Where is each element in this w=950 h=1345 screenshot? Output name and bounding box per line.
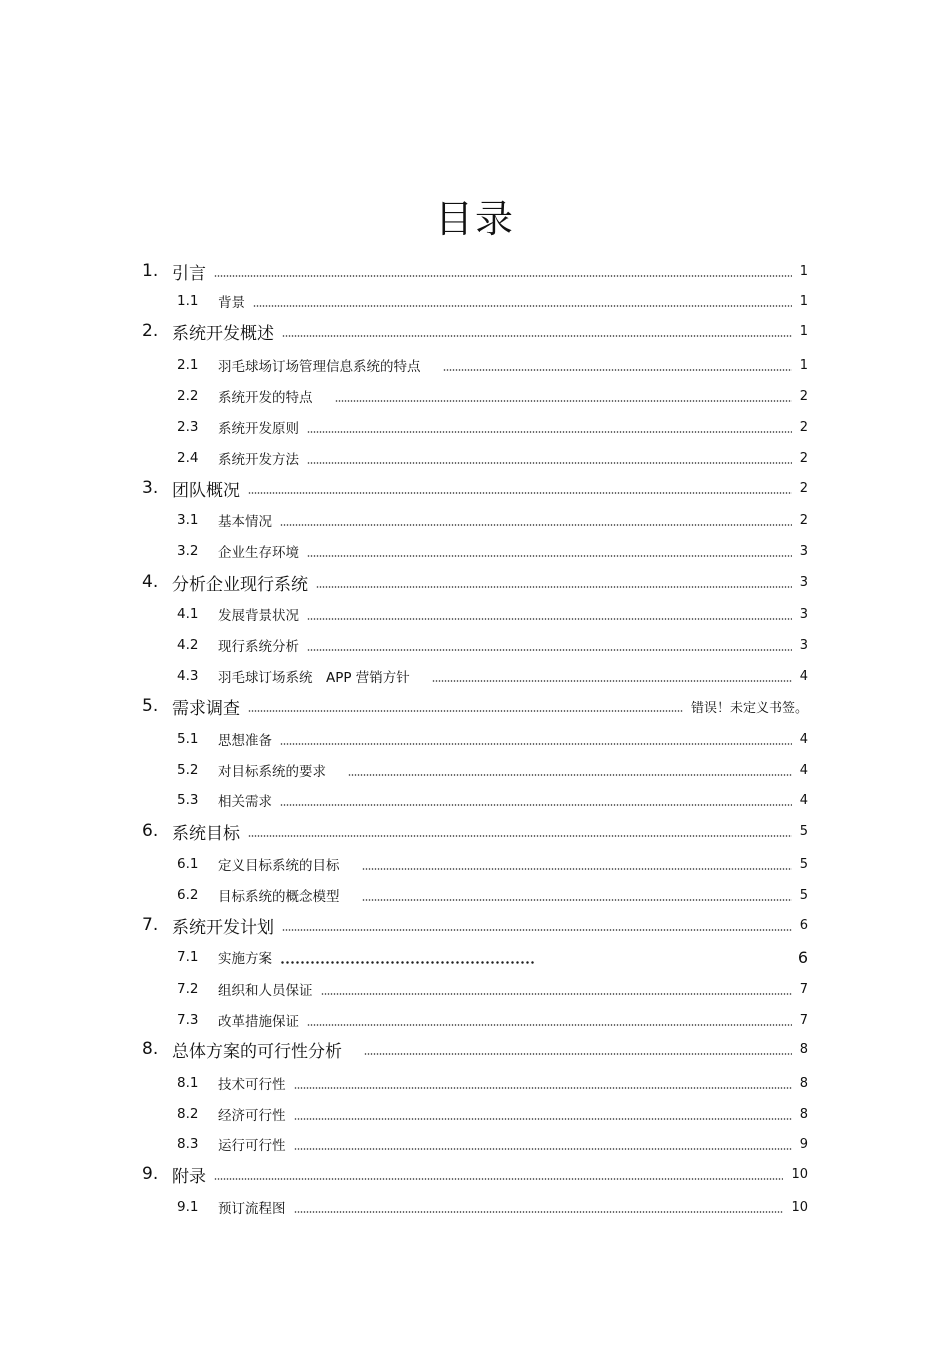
toc-entry-label: 发展背景状况 <box>218 608 299 624</box>
toc-entry-page: 1 <box>799 293 808 309</box>
toc-entry[interactable] <box>177 759 808 781</box>
toc-entry-label: 系统开发方法 <box>218 452 299 468</box>
toc-entry-page: 4 <box>799 792 808 808</box>
toc-entry-page: 9 <box>799 1136 808 1152</box>
toc-entry-page: 2 <box>799 450 808 466</box>
toc-entry-page: 8 <box>799 1041 808 1057</box>
toc-entry-number: 5.3 <box>177 792 199 808</box>
toc-entry-page: 1 <box>799 357 808 373</box>
toc-entry-page: 6 <box>797 947 808 967</box>
toc-entry-label: 定义目标系统的目标 <box>218 858 340 874</box>
toc-entry-number: 3.2 <box>177 543 199 559</box>
toc-entry-page: 5 <box>799 856 808 872</box>
toc-entry[interactable] <box>142 477 808 499</box>
dot-leader <box>335 400 792 402</box>
toc-entry-label: 改革措施保证 <box>218 1014 299 1030</box>
toc-entry-number: 9. <box>142 1164 159 1184</box>
dot-leader <box>214 1178 783 1180</box>
toc-entry-number: 3.1 <box>177 512 199 528</box>
dot-leader <box>364 1053 792 1055</box>
dot-leader <box>214 275 792 277</box>
dot-leader <box>282 335 792 337</box>
toc-entry-page: 8 <box>799 1106 808 1122</box>
toc-entry-label: 引言 <box>172 263 206 284</box>
toc-entry-number: 7.3 <box>177 1012 199 1028</box>
toc-entry-label: 实施方案 <box>218 951 272 967</box>
toc-entry-number: 3. <box>142 478 159 498</box>
dot-leader <box>280 961 535 964</box>
toc-entry[interactable] <box>177 603 808 625</box>
toc-entry-label: 现行系统分析 <box>218 639 299 655</box>
toc-entry-label: 总体方案的可行性分析 <box>172 1041 342 1062</box>
toc-entry-label: 羽毛球订场系统 APP 营销方针 <box>218 670 410 686</box>
dot-leader <box>307 649 792 651</box>
toc-entry-label: 企业生存环境 <box>218 545 299 561</box>
toc-entry-page: 1 <box>799 263 808 279</box>
toc-entry-number: 2. <box>142 321 159 341</box>
toc-entry[interactable] <box>177 853 808 875</box>
toc-entry[interactable] <box>177 290 808 312</box>
toc-entry-number: 4.2 <box>177 637 199 653</box>
dot-leader <box>282 929 792 931</box>
toc-entry-label: 运行可行性 <box>218 1138 286 1154</box>
toc-entry[interactable] <box>142 695 808 717</box>
dot-leader <box>280 524 792 526</box>
toc-entry-number: 7.1 <box>177 949 199 965</box>
dot-leader <box>294 1118 792 1120</box>
toc-entry-page: 2 <box>799 480 808 496</box>
toc-entry-page: 4 <box>799 731 808 747</box>
toc-entry-page: 2 <box>799 388 808 404</box>
toc-entry[interactable] <box>142 914 808 936</box>
toc-entry[interactable] <box>177 946 808 968</box>
toc-entry-number: 6.2 <box>177 887 199 903</box>
toc-entry[interactable] <box>177 1009 808 1031</box>
toc-entry[interactable] <box>177 634 808 656</box>
dot-leader <box>248 710 683 712</box>
dot-leader <box>307 431 792 433</box>
toc-entry-page: 3 <box>799 574 808 590</box>
toc-entry-label: 经济可行性 <box>218 1108 286 1124</box>
toc-entry[interactable] <box>177 728 808 750</box>
toc-entry-label: 相关需求 <box>218 794 272 810</box>
toc-entry-page: 10 <box>791 1199 808 1215</box>
toc-entry[interactable] <box>177 540 808 562</box>
toc-entry-number: 2.1 <box>177 357 199 373</box>
dot-leader <box>321 993 792 995</box>
toc-entry-label: 系统目标 <box>172 823 240 844</box>
toc-entry-number: 8.3 <box>177 1136 199 1152</box>
toc-entry[interactable] <box>177 665 808 687</box>
dot-leader <box>294 1087 792 1089</box>
toc-entry-page: 5 <box>799 823 808 839</box>
toc-entry-label: 附录 <box>172 1166 206 1187</box>
toc-entry-page: 1 <box>799 323 808 339</box>
toc-entry-number: 8.2 <box>177 1106 199 1122</box>
toc-entry-number: 5.1 <box>177 731 199 747</box>
toc-entry-number: 1. <box>142 261 159 281</box>
toc-entry-number: 4.1 <box>177 606 199 622</box>
toc-entry-page: 3 <box>799 543 808 559</box>
toc-entry-page: 2 <box>799 419 808 435</box>
toc-entry-label: 系统开发的特点 <box>218 390 313 406</box>
toc-entry-number: 9.1 <box>177 1199 199 1215</box>
toc-entry-label: 系统开发概述 <box>172 323 274 344</box>
toc-entry[interactable] <box>177 385 808 407</box>
toc-entry[interactable] <box>142 820 808 842</box>
toc-entry-label: 需求调查 <box>172 698 240 719</box>
toc-entry-label: 团队概况 <box>172 480 240 501</box>
toc-entry[interactable] <box>177 884 808 906</box>
toc-entry-label: 思想准备 <box>218 733 272 749</box>
toc-entry[interactable] <box>142 1163 808 1185</box>
toc-entry-label: 背景 <box>218 295 245 311</box>
toc-entry[interactable] <box>142 1038 808 1060</box>
toc-entry-label: 分析企业现行系统 <box>172 574 308 595</box>
toc-entry[interactable] <box>177 354 808 376</box>
toc-entry-number: 5.2 <box>177 762 199 778</box>
toc-entry-page: 7 <box>799 981 808 997</box>
toc-entry-number: 6. <box>142 821 159 841</box>
toc-entry-page: 3 <box>799 606 808 622</box>
toc-entry[interactable] <box>142 320 808 342</box>
toc-entry-page: 7 <box>799 1012 808 1028</box>
dot-leader <box>253 305 792 307</box>
toc-entry-page: 4 <box>799 668 808 684</box>
toc-entry-number: 2.3 <box>177 419 199 435</box>
dot-leader <box>294 1148 792 1150</box>
dot-leader <box>307 462 792 464</box>
toc-entry-number: 8. <box>142 1039 159 1059</box>
toc-entry-number: 4. <box>142 572 159 592</box>
toc-entry-number: 5. <box>142 696 159 716</box>
toc-entry-label: 系统开发计划 <box>172 917 274 938</box>
toc-entry[interactable] <box>177 1072 808 1094</box>
dot-leader <box>294 1211 784 1213</box>
toc-entry-label: 目标系统的概念模型 <box>218 889 340 905</box>
dot-leader <box>348 774 792 776</box>
toc-entry[interactable] <box>177 789 808 811</box>
dot-leader <box>316 586 792 588</box>
toc-entry-number: 2.2 <box>177 388 199 404</box>
toc-entry-label: 对目标系统的要求 <box>218 764 326 780</box>
toc-entry[interactable] <box>177 1196 808 1218</box>
toc-entry-number: 1.1 <box>177 293 199 309</box>
toc-entry-number: 2.4 <box>177 450 199 466</box>
toc-entry-number: 6.1 <box>177 856 199 872</box>
toc-entry[interactable] <box>177 1133 808 1155</box>
toc-entry-label: 羽毛球场订场管理信息系统的特点 <box>218 359 421 375</box>
toc-entry[interactable] <box>177 447 808 469</box>
toc-entry-page: 6 <box>799 917 808 933</box>
toc-entry-number: 8.1 <box>177 1075 199 1091</box>
toc-entry-label: 预订流程图 <box>218 1201 286 1217</box>
page-title: 目录 <box>434 197 515 242</box>
toc-entry[interactable] <box>142 260 808 282</box>
dot-leader <box>280 804 792 806</box>
dot-leader <box>307 555 792 557</box>
toc-entry[interactable] <box>142 571 808 593</box>
toc-entry-number: 7. <box>142 915 159 935</box>
toc-entry[interactable] <box>177 1103 808 1125</box>
dot-leader <box>362 899 792 901</box>
dot-leader <box>362 868 792 870</box>
dot-leader <box>307 1024 792 1026</box>
dot-leader <box>443 369 792 371</box>
toc-entry-number: 7.2 <box>177 981 199 997</box>
toc-entry-number: 4.3 <box>177 668 199 684</box>
toc-entry-label: 技术可行性 <box>218 1077 286 1093</box>
toc-entry-page: 4 <box>799 762 808 778</box>
toc-entry-page: 3 <box>799 637 808 653</box>
toc-entry-label: 系统开发原则 <box>218 421 299 437</box>
dot-leader <box>248 492 792 494</box>
dot-leader <box>432 680 792 682</box>
toc-entry-page: 8 <box>799 1075 808 1091</box>
dot-leader <box>280 743 792 745</box>
toc-entry[interactable] <box>177 509 808 531</box>
toc-entry-page: 10 <box>791 1166 808 1182</box>
toc-entry[interactable] <box>177 978 808 1000</box>
toc-entry-page: 2 <box>799 512 808 528</box>
toc-entry[interactable] <box>177 416 808 438</box>
toc-entry-page: 错误！未定义书签。 <box>690 700 808 716</box>
toc-entry-label: 组织和人员保证 <box>218 983 313 999</box>
dot-leader <box>248 835 792 837</box>
dot-leader <box>307 618 792 620</box>
toc-entry-page: 5 <box>799 887 808 903</box>
toc-entry-label: 基本情况 <box>218 514 272 530</box>
